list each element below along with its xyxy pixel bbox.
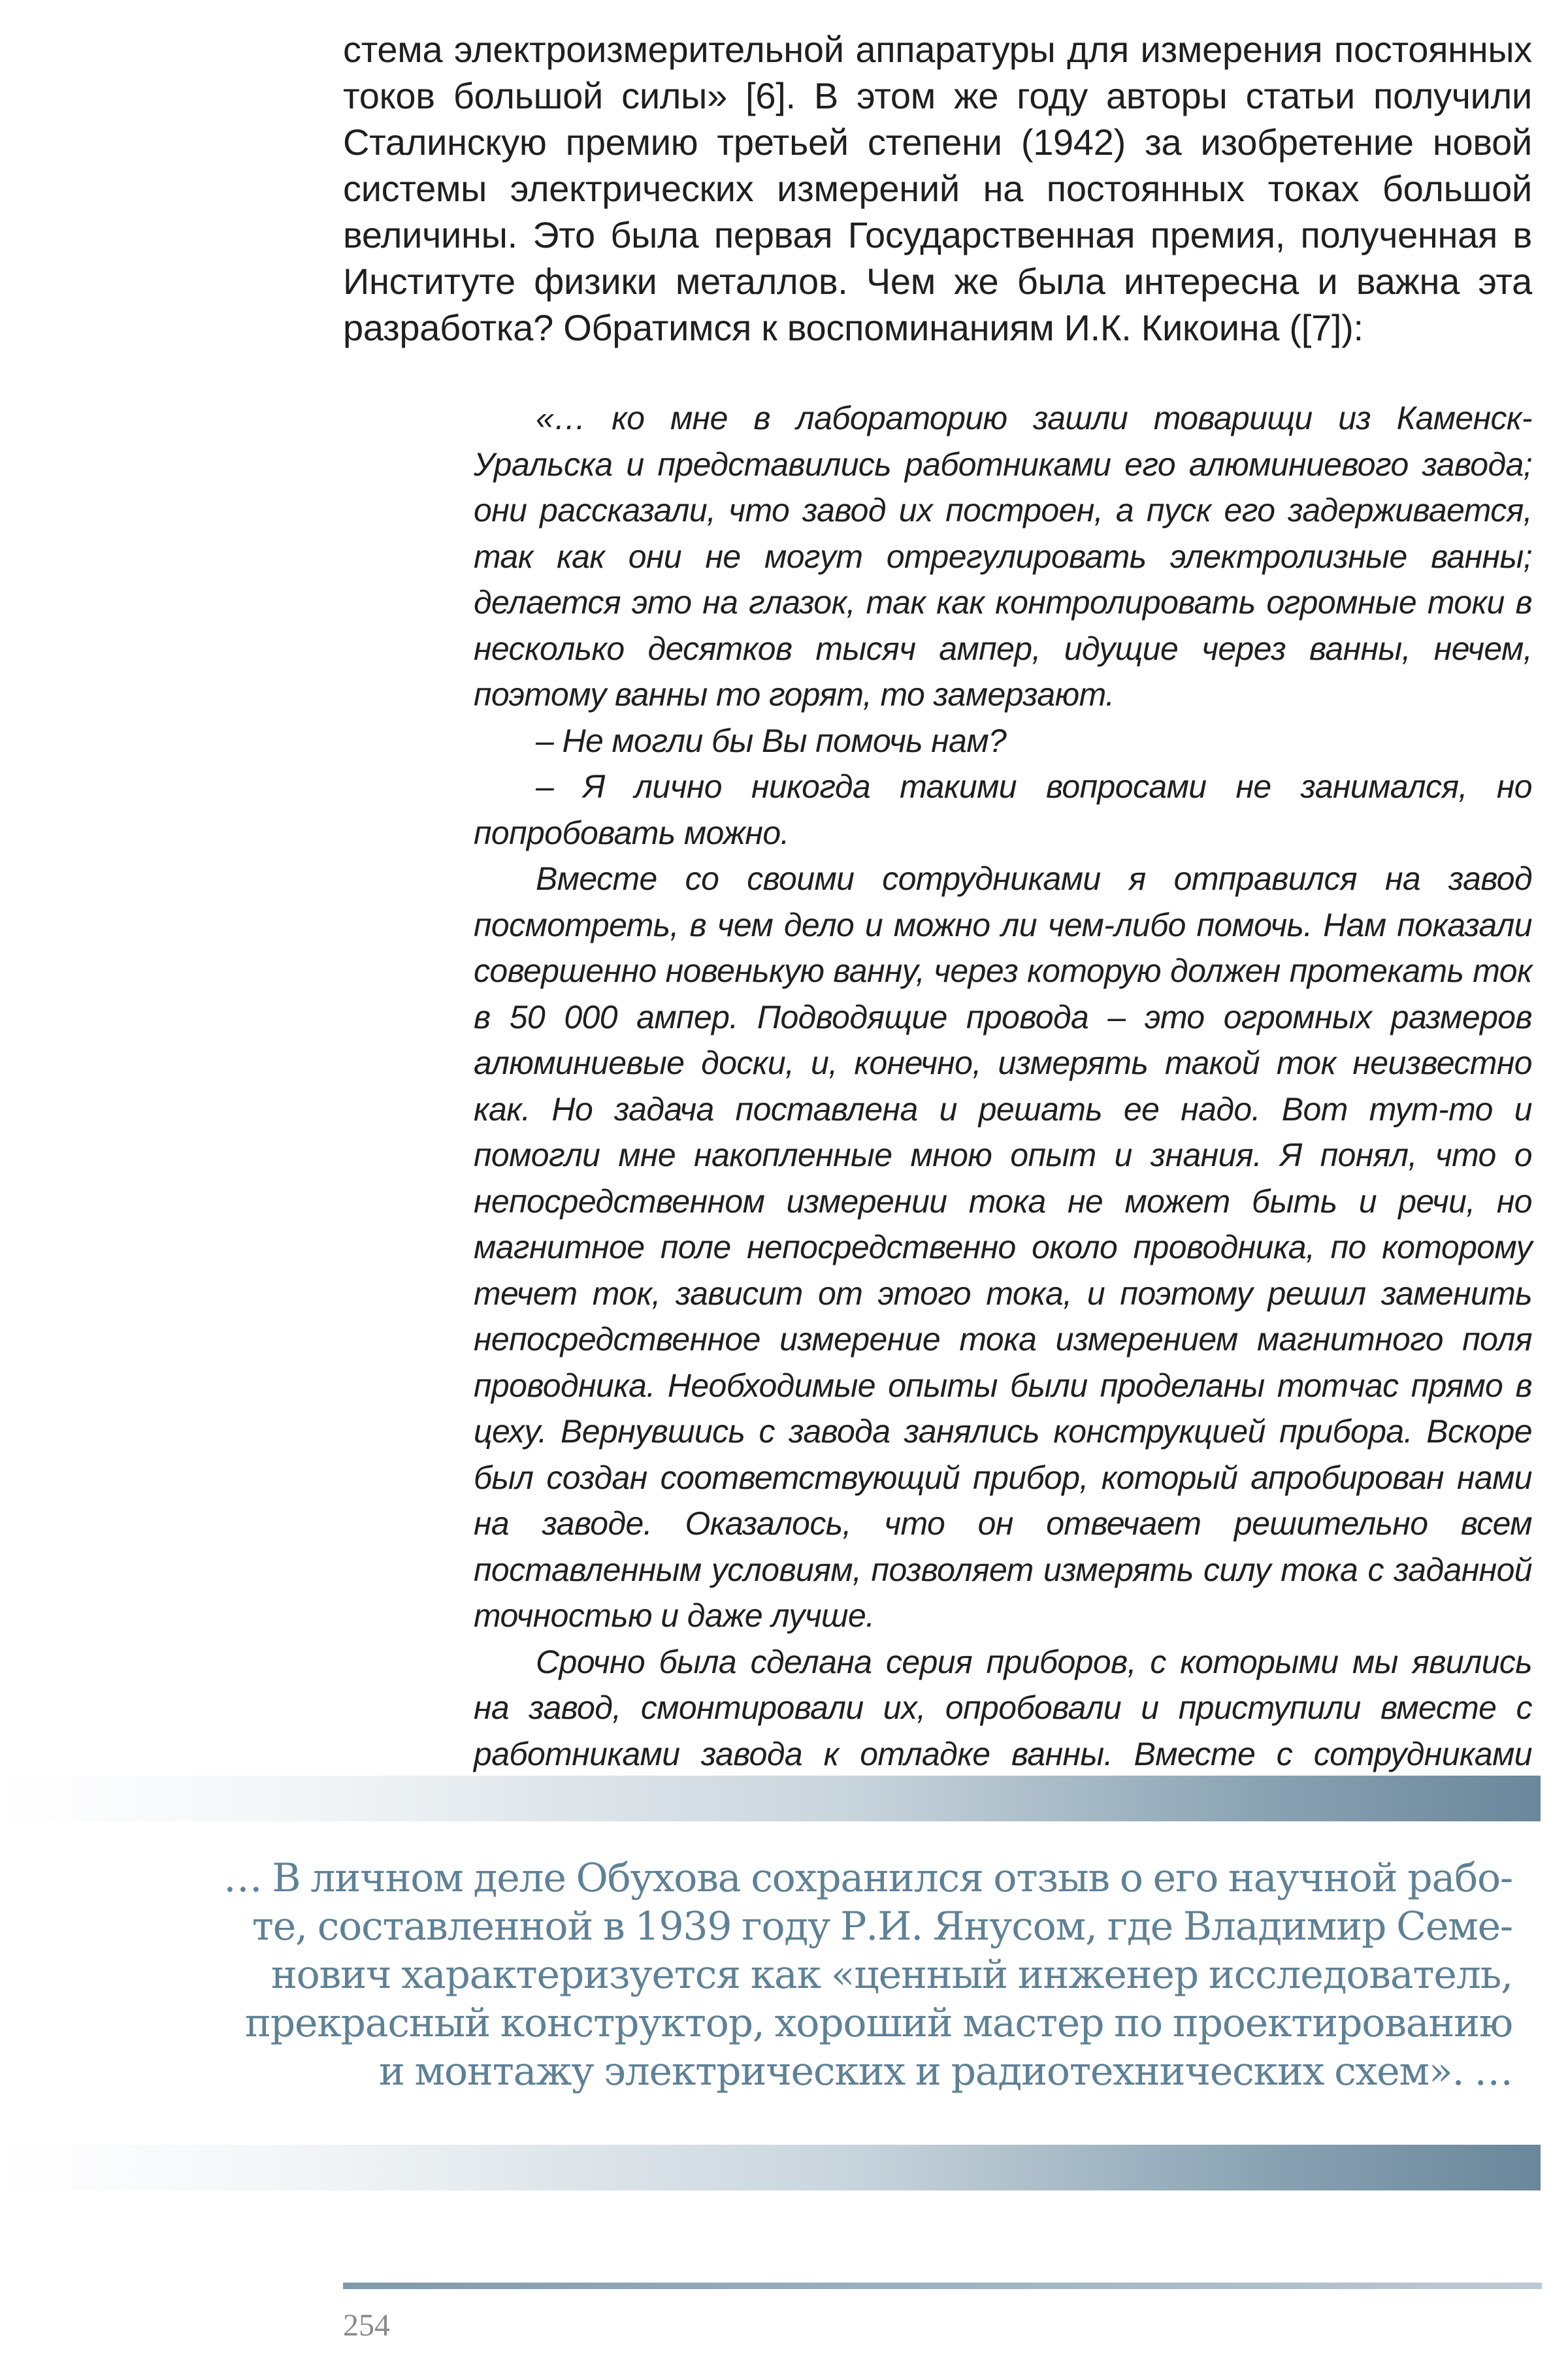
body-paragraph: стема электроизмерительной аппаратуры для измерения постоянных токов большой силы» [6]. В этом же году авторы статьи получили Сталинскую премию третьей степени (1942) за изобретение новой системы электрических измерений на постоянных токах большой величины. Это была первая Государственная премия, полученная в Институте физики металлов. Чем же была интересна и важна эта разработка? Обратимся к воспоминаниям И.К. Кикоина ([7]): [343, 29, 1532, 348]
pull-quote [78, 1854, 1512, 2096]
quote-paragraph: – Я лично никогда такими вопросами не занимался, но попробовать можно. [474, 768, 1532, 851]
pull-quote-line: прекрасный конструктор, хороший мастер по проектированию [244, 2000, 1512, 2046]
memoir-quote [474, 395, 1532, 1823]
quote-paragraph: – Не могли бы Вы помочь нам? [536, 722, 1007, 759]
pull-quote-line: … В личном деле Обухова сохранился отзыв о его научной рабо- [223, 1855, 1512, 1901]
footer-rule [343, 2283, 1542, 2289]
quote-paragraph: «… ко мне в лабораторию зашли товарищи из Каменск-Уральска и представились работниками его алюминиевого завода; они рассказали, что завод их построен, а пуск его задерживается, так как они не могут отрегулировать электролизные ванны; делается это на глазок, так как контролировать огромные токи в несколько десятков тысяч ампер, идущие через ванны, нечем, поэтому ванны то горят, то замерзают. [474, 400, 1532, 713]
quote-paragraph: Вместе со своими сотрудниками я отправился на завод посмотреть, в чем дело и можно ли чем-либо помочь. Нам показали совершенно новенькую ванну, через которую должен протекать ток в 50 000 ампер. Подводящие провода – это огромных размеров алюминиевые доски, и, конечно, измерять такой ток неизвестно как. Но задача поставлена и решать ее надо. Вот тут-то и помогли мне накопленные мною опыт и знания. Я понял, что о непосредственном измерении тока не может быть и речи, но магнитное поле непосредственно около проводника, по которому течет ток, зависит от этого тока, и поэтому решил заменить непосредственное измерение тока измерением магнитного поля проводника. Необходимые опыты были проделаны тотчас прямо в цеху. Вернувшись с завода занялись конструкцией прибора. Вскоре был создан соответствующий прибор, который апробирован нами на заводе. Оказалось, что он отвечает решительно всем поставленным условиям, позволяет измерять силу тока с заданной точностью и даже лучше. [474, 860, 1532, 1634]
pull-quote-bottom-bar [0, 2145, 1541, 2190]
pull-quote-line: нович характеризуется как «ценный инженер исследователь, [270, 1952, 1512, 1998]
page-number: 254 [343, 2308, 390, 2343]
pull-quote-line: и монтажу электрических и радиотехнических схем». … [378, 2049, 1512, 2094]
pull-quote-top-bar [0, 1776, 1541, 1821]
pull-quote-line: те, составленной в 1939 году Р.И. Янусом, где Владимир Семе- [252, 1904, 1512, 1949]
quote-paragraph: Срочно была сделана серия приборов, с которыми мы явились на завод, смонтировали их, опробовали и приступили вместе с работниками завода к отладке ванны. Вместе с сотрудниками [474, 1643, 1532, 1772]
